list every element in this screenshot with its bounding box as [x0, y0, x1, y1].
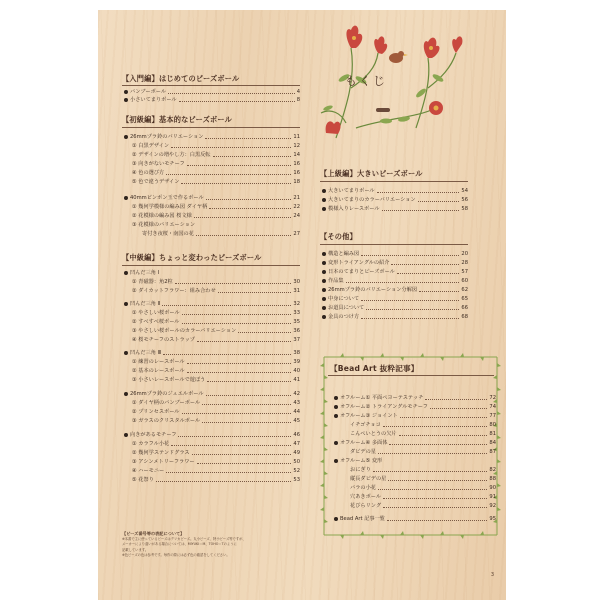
- leader-dots: [383, 498, 487, 499]
- bullet-icon: [322, 279, 326, 283]
- toc-entry[interactable]: 大きいてまりのカラーバリエーション 56: [322, 196, 468, 203]
- toc-entry[interactable]: ① 青磁器：角2粒 30: [132, 278, 300, 285]
- leader-dots: [400, 417, 488, 418]
- section-rule: [328, 375, 494, 376]
- leader-dots: [361, 300, 459, 301]
- toc-entry[interactable]: バンブーボール 4: [124, 88, 300, 95]
- section-rule: [122, 265, 300, 266]
- toc-entry[interactable]: ① 白黒デザイン 12: [132, 142, 300, 149]
- leaf-frame-decoration: [320, 353, 501, 539]
- toc-entry[interactable]: ② デザインの増やし方：白黒反転 14: [132, 151, 300, 158]
- toc-entry[interactable]: オフルーム④ 多面体 84: [334, 439, 496, 446]
- leader-dots: [162, 305, 291, 306]
- leader-dots: [419, 291, 459, 292]
- bullet-icon: [124, 351, 128, 355]
- toc-entry[interactable]: 26mmプラ鈴のバリエーション 11: [124, 133, 300, 140]
- bead-notation-note: [122, 531, 304, 558]
- bullet-icon: [334, 517, 338, 521]
- page-number: 3: [490, 572, 494, 578]
- leader-dots: [206, 395, 292, 396]
- toc-entry[interactable]: ② すべすべ桜ボール 35: [132, 318, 300, 325]
- toc-entry[interactable]: 26mmプラ鈴のバリエーション分解図 62: [322, 286, 468, 293]
- section-title-bead-art: 【Bead Art 抜粋記事】: [330, 364, 419, 373]
- leader-dots: [383, 426, 488, 427]
- leader-dots: [205, 138, 291, 139]
- leader-dots: [373, 471, 488, 472]
- leader-dots: [182, 323, 292, 324]
- leader-dots: [163, 354, 291, 355]
- toc-entry[interactable]: ① ダイヤ柄のバンブーボール 43: [132, 399, 300, 406]
- leader-dots: [391, 264, 459, 265]
- leader-dots: [430, 408, 487, 409]
- toc-entry[interactable]: 花びらリング 92: [350, 502, 496, 509]
- section-title-other: 【その他】: [320, 232, 357, 241]
- toc-page: [98, 10, 506, 600]
- bullet-icon: [124, 196, 128, 200]
- leader-dots: [378, 489, 487, 490]
- note-line: メーカーにより違いがある場合については、MIYUKI＝M、TOHO＝Tのように: [122, 542, 237, 547]
- leader-dots: [197, 463, 292, 464]
- toc-entry[interactable]: 金具のつけ方 68: [322, 313, 468, 320]
- toc-entry[interactable]: 凹んだ三角 Ⅲ 38: [124, 349, 300, 356]
- bullet-icon: [124, 302, 128, 306]
- leader-dots: [425, 399, 487, 400]
- leader-dots: [213, 156, 292, 157]
- leader-dots: [202, 404, 291, 405]
- leader-dots: [168, 93, 295, 94]
- leader-dots: [187, 363, 292, 364]
- leader-dots: [166, 472, 291, 473]
- bullet-icon: [124, 135, 128, 139]
- leader-dots: [397, 273, 460, 274]
- leader-dots: [207, 381, 291, 382]
- leader-dots: [202, 422, 291, 423]
- bullet-icon: [334, 459, 338, 463]
- bullet-icon: [334, 405, 338, 409]
- bullet-icon: [322, 288, 326, 292]
- toc-entry[interactable]: ② 基本のレースボール 40: [132, 367, 300, 374]
- bullet-icon: [322, 198, 326, 202]
- leader-dots: [181, 183, 291, 184]
- toc-entry[interactable]: バラの小花 90: [350, 484, 496, 491]
- leader-dots: [166, 174, 291, 175]
- toc-entry[interactable]: オフルーム⑤ 変形: [334, 457, 496, 464]
- toc-entry[interactable]: ダビデの星 87: [350, 448, 496, 455]
- note-line: 記載しています。: [122, 547, 149, 552]
- leader-dots: [156, 481, 292, 482]
- leader-dots: [399, 435, 488, 436]
- leader-dots: [192, 454, 292, 455]
- toc-entry[interactable]: 構造と編み図 20: [322, 250, 468, 257]
- leader-dots: [387, 520, 487, 521]
- leader-dots: [171, 445, 291, 446]
- bullet-icon: [322, 252, 326, 256]
- note-line: ※本書で主に使っているビーズはデリカビーズ。丸小ビーズ、特小ビーズ等ですが、: [122, 537, 246, 542]
- section-title-beginner: 【初級編】基本的なビーズボール: [122, 115, 233, 124]
- toc-entry[interactable]: ④ 色の選び方 16: [132, 169, 300, 176]
- toc-entry[interactable]: ④ 桜モチーフのストラップ 37: [132, 336, 300, 343]
- leader-dots: [196, 235, 292, 236]
- section-title-advanced: 【上級編】大きいビーズボール: [320, 169, 423, 178]
- bullet-icon: [334, 441, 338, 445]
- toc-entry[interactable]: ② 花模様の編み図 桜文様 24: [132, 212, 300, 219]
- leader-dots: [382, 210, 460, 211]
- leader-dots: [187, 372, 292, 373]
- toc-entry[interactable]: おにぎり 82: [350, 466, 496, 473]
- toc-entry[interactable]: 凹んだ三角 Ⅱ 32: [124, 300, 300, 307]
- section-rule: [122, 85, 300, 86]
- section-rule: [320, 244, 468, 245]
- leader-dots: [366, 309, 459, 310]
- toc-entry[interactable]: 小さいてまりボール 8: [124, 96, 300, 103]
- toc-entry[interactable]: 寄付き夜桜・南国の花 27: [142, 230, 300, 237]
- bullet-icon: [322, 261, 326, 265]
- toc-entry[interactable]: 日本のてまりとビーズボール 57: [322, 268, 468, 275]
- note-heading: 【ビーズ番号等の表記について】: [122, 531, 185, 536]
- leader-dots: [171, 147, 291, 148]
- section-title-intro: 【入門編】はじめてのビーズボール: [122, 74, 240, 83]
- bullet-icon: [124, 392, 128, 396]
- leader-dots: [178, 436, 291, 437]
- toc-entry[interactable]: ③ アシンメトリーフラワー 50: [132, 458, 300, 465]
- toc-entry[interactable]: 縦長ダビデの星 88: [350, 475, 496, 482]
- leader-dots: [175, 283, 292, 284]
- toc-entry[interactable]: 穴あきボール 91: [350, 493, 496, 500]
- toc-entry[interactable]: ③ 向きがないモチーフ 16: [132, 160, 300, 167]
- toc-entry[interactable]: ⑤ 花祭り 53: [132, 476, 300, 483]
- toc-entry[interactable]: ③ 花模様のバリエーション: [132, 222, 196, 228]
- toc-entry[interactable]: 中身について 65: [322, 295, 468, 302]
- toc-entry[interactable]: ① カラフル小花 47: [132, 440, 300, 447]
- leader-dots: [378, 453, 487, 454]
- bullet-icon: [334, 396, 338, 400]
- bullet-icon: [322, 297, 326, 301]
- toc-entry[interactable]: ② 幾何学ステンドグラス 49: [132, 449, 300, 456]
- section-rule: [320, 181, 468, 182]
- bullet-icon: [322, 207, 326, 211]
- toc-entry[interactable]: お道具について 66: [322, 304, 468, 311]
- toc-entry[interactable]: ④ ハーモニー 52: [132, 467, 300, 474]
- leader-dots: [383, 507, 487, 508]
- toc-entry[interactable]: 変形トライアングルの紹介 28: [322, 259, 468, 266]
- bullet-icon: [322, 270, 326, 274]
- leader-dots: [194, 217, 292, 218]
- leader-dots: [182, 413, 292, 414]
- toc-entry[interactable]: ① 幾何学模様の編み図 ダイヤ柄 22: [132, 203, 300, 210]
- leader-dots: [238, 332, 291, 333]
- bullet-icon: [124, 271, 128, 275]
- leader-dots: [377, 192, 460, 193]
- toc-entry[interactable]: ① 練習のレースボール 39: [132, 358, 300, 365]
- toc-entry[interactable]: ③ 小さいレースボールで遊ぼう 41: [132, 376, 300, 383]
- toc-entry[interactable]: 26mmプラ鈴のジュエルボール 42: [124, 390, 300, 397]
- leader-dots: [179, 101, 295, 102]
- leader-dots: [182, 314, 292, 315]
- toc-entry[interactable]: ① やさしい桜ボール 33: [132, 309, 300, 316]
- leader-dots: [209, 208, 291, 209]
- toc-entry[interactable]: 大きいてまりボール 54: [322, 187, 468, 194]
- toc-entry[interactable]: 模様入りレースボール 58: [322, 205, 468, 212]
- leader-dots: [346, 282, 460, 283]
- floral-illustration: [316, 18, 466, 148]
- bullet-icon: [334, 414, 338, 418]
- toc-entry[interactable]: ② ダイカットフラワー：組み合わせ 31: [132, 287, 300, 294]
- leader-dots: [361, 318, 459, 319]
- leader-dots: [218, 292, 292, 293]
- leader-dots: [389, 444, 487, 445]
- toc-entry[interactable]: 凹んだ三角 Ⅰ: [124, 269, 300, 276]
- toc-entry[interactable]: ⑤ 色で違うデザイン 18: [132, 178, 300, 185]
- leader-dots: [418, 201, 460, 202]
- toc-entry[interactable]: ② プリンセスボール 44: [132, 408, 300, 415]
- toc-entry[interactable]: 向きがあるモチーフ 46: [124, 431, 300, 438]
- section-title-intermediate: 【中級編】ちょっと変わったビーズボール: [122, 253, 262, 262]
- leader-dots: [187, 165, 292, 166]
- bullet-icon: [322, 315, 326, 319]
- toc-entry[interactable]: 作品集 60: [322, 277, 468, 284]
- bullet-icon: [124, 90, 128, 94]
- toc-entry[interactable]: オフルーム③ ジョイント 77: [334, 412, 496, 419]
- page-title: もくじ: [345, 74, 388, 88]
- leader-dots: [361, 255, 459, 256]
- toc-entry[interactable]: 40mmピンポン玉で作るボール 21: [124, 194, 300, 201]
- toc-entry[interactable]: オフルーム② トライアングルモチーフ 74: [334, 403, 496, 410]
- leader-dots: [197, 341, 291, 342]
- toc-entry[interactable]: Bead Art 記事一覧 95: [334, 515, 496, 522]
- toc-entry[interactable]: ③ やさしい桜ボールのカラーバリエーション 36: [132, 327, 300, 334]
- bullet-icon: [124, 433, 128, 437]
- leader-dots: [388, 480, 487, 481]
- toc-entry[interactable]: イチゴチョコ 80: [350, 421, 496, 428]
- note-line: ※色ビーズの色は参考です。毎作の際には必ず色の確認をしてください。: [122, 552, 230, 557]
- bullet-icon: [124, 98, 128, 102]
- leader-dots: [206, 199, 292, 200]
- bullet-icon: [322, 306, 326, 310]
- toc-entry[interactable]: ③ ガラスのクリスタルボール 45: [132, 417, 300, 424]
- toc-entry[interactable]: オフルーム① 平面ペヨーテステッチ 72: [334, 394, 496, 401]
- section-rule: [122, 127, 300, 128]
- toc-entry[interactable]: こんぺいとうの欠片 81: [350, 430, 496, 437]
- bullet-icon: [322, 189, 326, 193]
